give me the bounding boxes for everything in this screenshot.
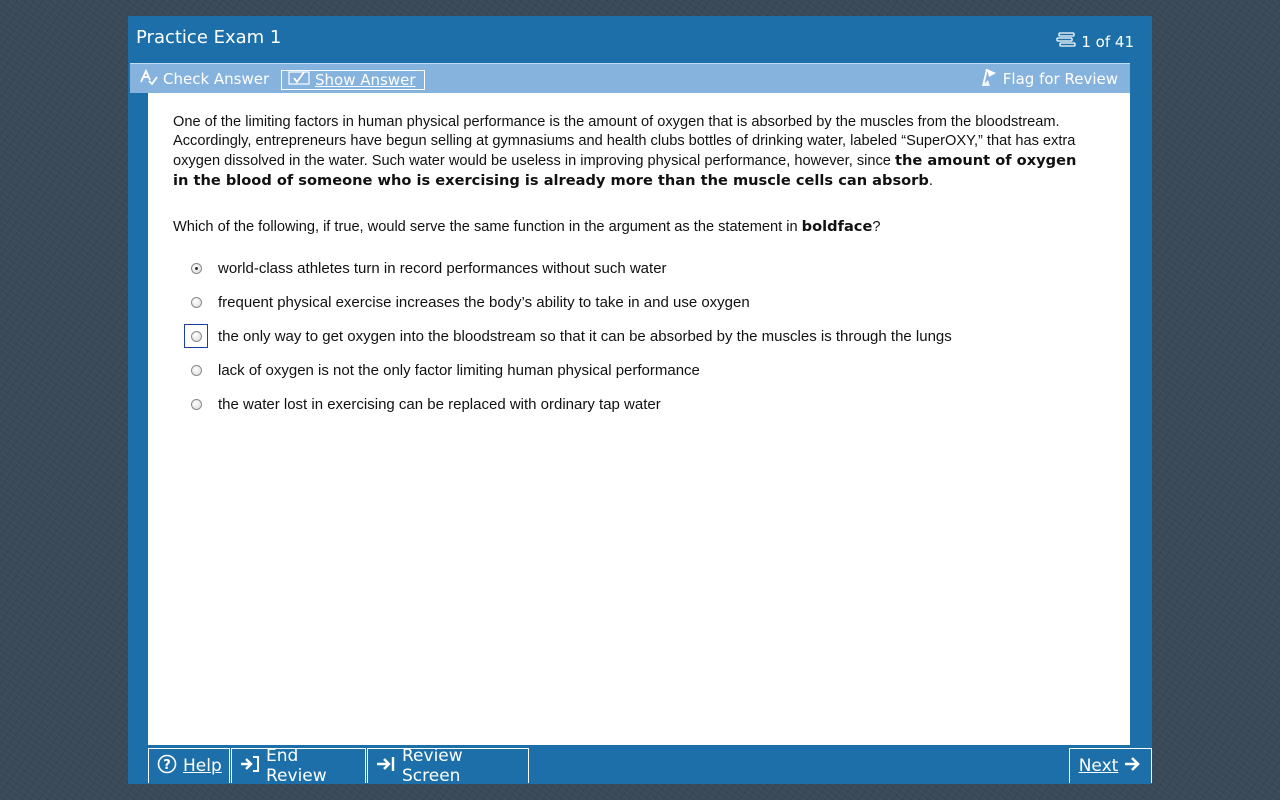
flag-for-review-label: Flag for Review [1002,70,1118,88]
title-bar [128,16,1152,62]
help-label: Help [183,756,222,776]
choice-label: lack of oxygen is not the only factor limiting human physical performance [218,361,700,379]
flag-icon [980,67,998,91]
passage-boldface: the amount of oxygen in the blood of someone who is exercising is already more than the muscle cells can absorb [173,152,1077,189]
radio-wrap-c[interactable] [184,324,208,348]
check-answer-button[interactable] [138,68,269,90]
passage-end: . [928,173,933,189]
question-counter [1056,32,1134,52]
counter-text: 1 of 41 [1081,33,1134,51]
arrow-right-icon [1124,755,1142,778]
answer-choice-d[interactable] [184,358,700,382]
toolbar [130,63,1130,94]
choice-label: the only way to get oxygen into the bloodstream so that it can be absorbed by the muscles is through the lungs [218,327,952,345]
show-answer-label: Show Answer [315,71,416,89]
radio-button[interactable] [191,263,202,274]
review-screen-label: Review Screen [402,746,463,786]
review-screen-button[interactable] [367,746,529,786]
question-passage [173,113,1083,191]
page-title: Practice Exam 1 [136,27,282,48]
question-panel [148,93,1130,745]
right-frame [1130,93,1152,745]
radio-button[interactable] [191,297,202,308]
stem-text: Which of the following, if true, would serve the same function in the argument as the statement in [173,219,802,235]
radio-wrap-b[interactable] [184,290,208,314]
end-review-label: End Review [266,746,327,786]
answer-choice-a[interactable] [184,256,667,280]
exam-window [128,16,1152,784]
help-icon [157,754,177,779]
choice-label: the water lost in exercising can be replaced with ordinary tap water [218,395,661,413]
radio-button[interactable] [191,399,202,410]
radio-button[interactable] [191,365,202,376]
next-label: Next [1078,756,1119,776]
end-review-button[interactable] [231,746,366,786]
list-icon [1056,32,1076,52]
flag-for-review-button[interactable] [980,68,1118,90]
radio-button[interactable] [191,331,202,342]
left-frame [128,93,148,745]
choice-label: world-class athletes turn in record performances without such water [218,259,667,277]
bottom-bar [128,745,1152,784]
passage-text: One of the limiting factors in human physical performance is the amount of oxygen that is absorbed by the muscles from the bloodstream. Accordingly, entrepreneurs have begun selling at gymnasiums and health clubs bottles of drinking water, labeled “SuperOXY,” that has extra oxygen dissolved in the water. Such water would be useless in improving physical performance, however, since [173,114,1076,169]
radio-wrap-a[interactable] [184,256,208,280]
check-answer-icon [138,68,158,90]
show-answer-button[interactable] [281,70,425,90]
answer-choice-e[interactable] [184,392,661,416]
help-button[interactable] [148,748,230,783]
answer-choice-b[interactable] [184,290,750,314]
stem-bold: boldface [801,218,873,235]
review-screen-icon [376,755,396,778]
show-answer-icon [288,70,310,90]
question-stem [173,217,1083,237]
radio-wrap-e[interactable] [184,392,208,416]
svg-text:?: ? [163,757,171,773]
radio-wrap-d[interactable] [184,358,208,382]
answer-choice-c[interactable] [184,324,952,348]
stem-end: ? [872,219,881,235]
end-review-icon [240,755,260,778]
choice-label: frequent physical exercise increases the body’s ability to take in and use oxygen [218,293,750,311]
check-answer-label: Check Answer [163,70,270,88]
next-button[interactable] [1069,748,1152,783]
